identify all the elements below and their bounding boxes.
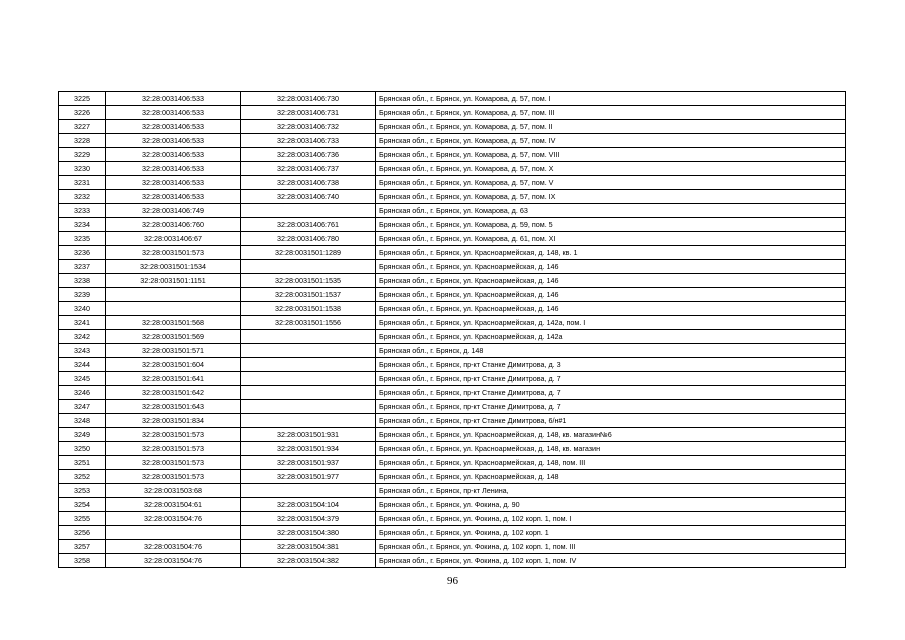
- table-row: [59, 386, 846, 400]
- cadastral-number-a-cell: 32:28:0031501:573: [106, 246, 241, 260]
- cadastral-number-b-cell: 32:28:0031501:977: [241, 470, 376, 484]
- row-number-cell: 3258: [59, 554, 106, 568]
- address-cell: Брянская обл., г. Брянск, д. 148: [376, 344, 846, 358]
- cadastral-number-b-cell: [241, 260, 376, 274]
- table-row: [59, 358, 846, 372]
- address-cell: Брянская обл., г. Брянск, пр-кт Станке Димитрова, 6/н#1: [376, 414, 846, 428]
- cadastral-number-b-cell: 32:28:0031406:740: [241, 190, 376, 204]
- cadastral-number-b-cell: [241, 386, 376, 400]
- cadastral-number-a-cell: 32:28:0031501:1151: [106, 274, 241, 288]
- row-number-cell: 3239: [59, 288, 106, 302]
- row-number-cell: 3252: [59, 470, 106, 484]
- cadastral-number-a-cell: 32:28:0031406:533: [106, 176, 241, 190]
- cadastral-number-b-cell: 32:28:0031504:380: [241, 526, 376, 540]
- registry-table: [58, 91, 846, 568]
- row-number-cell: 3231: [59, 176, 106, 190]
- address-cell: Брянская обл., г. Брянск, ул. Фокина, д. 102 корп. 1, пом. IV: [376, 554, 846, 568]
- row-number-cell: 3254: [59, 498, 106, 512]
- row-number-cell: 3230: [59, 162, 106, 176]
- row-number-cell: 3253: [59, 484, 106, 498]
- cadastral-number-a-cell: 32:28:0031406:533: [106, 134, 241, 148]
- cadastral-number-a-cell: 32:28:0031501:1534: [106, 260, 241, 274]
- cadastral-number-b-cell: 32:28:0031406:737: [241, 162, 376, 176]
- cadastral-number-b-cell: 32:28:0031406:731: [241, 106, 376, 120]
- address-cell: Брянская обл., г. Брянск, ул. Красноармейская, д. 146: [376, 302, 846, 316]
- cadastral-number-b-cell: 32:28:0031501:937: [241, 456, 376, 470]
- row-number-cell: 3243: [59, 344, 106, 358]
- row-number-cell: 3242: [59, 330, 106, 344]
- cadastral-number-a-cell: 32:28:0031504:76: [106, 512, 241, 526]
- table-row: [59, 344, 846, 358]
- registry-table-body: [59, 92, 846, 568]
- cadastral-number-b-cell: 32:28:0031504:104: [241, 498, 376, 512]
- table-row: [59, 414, 846, 428]
- cadastral-number-a-cell: 32:28:0031406:533: [106, 190, 241, 204]
- cadastral-number-a-cell: 32:28:0031501:604: [106, 358, 241, 372]
- cadastral-number-b-cell: 32:28:0031504:382: [241, 554, 376, 568]
- row-number-cell: 3234: [59, 218, 106, 232]
- row-number-cell: 3229: [59, 148, 106, 162]
- table-row: [59, 232, 846, 246]
- table-row: [59, 316, 846, 330]
- address-cell: Брянская обл., г. Брянск, ул. Комарова, д. 61, пом. XI: [376, 232, 846, 246]
- row-number-cell: 3238: [59, 274, 106, 288]
- row-number-cell: 3250: [59, 442, 106, 456]
- table-row: [59, 162, 846, 176]
- cadastral-number-a-cell: 32:28:0031501:641: [106, 372, 241, 386]
- table-row: [59, 470, 846, 484]
- row-number-cell: 3251: [59, 456, 106, 470]
- row-number-cell: 3225: [59, 92, 106, 106]
- row-number-cell: 3247: [59, 400, 106, 414]
- cadastral-number-b-cell: 32:28:0031406:733: [241, 134, 376, 148]
- cadastral-number-b-cell: [241, 330, 376, 344]
- cadastral-number-b-cell: [241, 484, 376, 498]
- cadastral-number-a-cell: 32:28:0031504:76: [106, 554, 241, 568]
- table-row: [59, 148, 846, 162]
- page-number: 96: [447, 575, 458, 587]
- row-number-cell: 3228: [59, 134, 106, 148]
- address-cell: Брянская обл., г. Брянск, ул. Фокина, д. 102 корп. 1: [376, 526, 846, 540]
- address-cell: Брянская обл., г. Брянск, ул. Красноармейская, д. 148, кв. магазин: [376, 442, 846, 456]
- address-cell: Брянская обл., г. Брянск, пр-кт Станке Димитрова, д. 7: [376, 400, 846, 414]
- table-row: [59, 92, 846, 106]
- cadastral-number-b-cell: [241, 414, 376, 428]
- row-number-cell: 3241: [59, 316, 106, 330]
- table-row: [59, 302, 846, 316]
- cadastral-number-b-cell: 32:28:0031406:761: [241, 218, 376, 232]
- address-cell: Брянская обл., г. Брянск, ул. Красноармейская, д. 148: [376, 470, 846, 484]
- address-cell: Брянская обл., г. Брянск, ул. Красноармейская, д. 146: [376, 288, 846, 302]
- table-row: [59, 330, 846, 344]
- cadastral-number-a-cell: 32:28:0031501:573: [106, 442, 241, 456]
- address-cell: Брянская обл., г. Брянск, пр-кт Станке Димитрова, д. 7: [376, 386, 846, 400]
- cadastral-number-b-cell: 32:28:0031501:1289: [241, 246, 376, 260]
- cadastral-number-a-cell: 32:28:0031501:573: [106, 428, 241, 442]
- table-row: [59, 218, 846, 232]
- row-number-cell: 3248: [59, 414, 106, 428]
- row-number-cell: 3255: [59, 512, 106, 526]
- table-row: [59, 246, 846, 260]
- address-cell: Брянская обл., г. Брянск, ул. Фокина, д. 90: [376, 498, 846, 512]
- cadastral-number-b-cell: 32:28:0031501:934: [241, 442, 376, 456]
- cadastral-number-a-cell: 32:28:0031406:533: [106, 162, 241, 176]
- cadastral-number-a-cell: 32:28:0031501:834: [106, 414, 241, 428]
- row-number-cell: 3233: [59, 204, 106, 218]
- cadastral-number-a-cell: 32:28:0031406:749: [106, 204, 241, 218]
- table-row: [59, 498, 846, 512]
- address-cell: Брянская обл., г. Брянск, ул. Комарова, д. 57, пом. VIII: [376, 148, 846, 162]
- table-row: [59, 260, 846, 274]
- cadastral-number-a-cell: 32:28:0031406:67: [106, 232, 241, 246]
- cadastral-number-b-cell: 32:28:0031501:1556: [241, 316, 376, 330]
- row-number-cell: 3246: [59, 386, 106, 400]
- row-number-cell: 3236: [59, 246, 106, 260]
- cadastral-number-b-cell: [241, 344, 376, 358]
- address-cell: Брянская обл., г. Брянск, пр-кт Станке Димитрова, д. 3: [376, 358, 846, 372]
- address-cell: Брянская обл., г. Брянск, ул. Комарова, д. 57, пом. V: [376, 176, 846, 190]
- table-row: [59, 456, 846, 470]
- row-number-cell: 3249: [59, 428, 106, 442]
- cadastral-number-a-cell: 32:28:0031406:533: [106, 120, 241, 134]
- address-cell: Брянская обл., г. Брянск, ул. Фокина, д. 102 корп. 1, пом. III: [376, 540, 846, 554]
- cadastral-number-b-cell: 32:28:0031501:1537: [241, 288, 376, 302]
- address-cell: Брянская обл., г. Брянск, ул. Комарова, д. 57, пом. III: [376, 106, 846, 120]
- row-number-cell: 3257: [59, 540, 106, 554]
- cadastral-number-a-cell: 32:28:0031501:569: [106, 330, 241, 344]
- address-cell: Брянская обл., г. Брянск, ул. Красноармейская, д. 142а: [376, 330, 846, 344]
- cadastral-number-b-cell: [241, 204, 376, 218]
- cadastral-number-a-cell: 32:28:0031406:533: [106, 148, 241, 162]
- table-row: [59, 106, 846, 120]
- address-cell: Брянская обл., г. Брянск, ул. Красноармейская, д. 142а, пом. I: [376, 316, 846, 330]
- table-row: [59, 372, 846, 386]
- cadastral-number-b-cell: 32:28:0031501:1538: [241, 302, 376, 316]
- row-number-cell: 3240: [59, 302, 106, 316]
- address-cell: Брянская обл., г. Брянск, ул. Красноармейская, д. 146: [376, 274, 846, 288]
- table-row: [59, 554, 846, 568]
- cadastral-number-b-cell: 32:28:0031406:730: [241, 92, 376, 106]
- address-cell: Брянская обл., г. Брянск, пр-кт Ленина,: [376, 484, 846, 498]
- table-row: [59, 120, 846, 134]
- row-number-cell: 3235: [59, 232, 106, 246]
- address-cell: Брянская обл., г. Брянск, ул. Комарова, д. 57, пом. X: [376, 162, 846, 176]
- cadastral-number-a-cell: [106, 288, 241, 302]
- cadastral-number-b-cell: 32:28:0031406:736: [241, 148, 376, 162]
- cadastral-number-b-cell: 32:28:0031501:1535: [241, 274, 376, 288]
- cadastral-number-a-cell: 32:28:0031501:642: [106, 386, 241, 400]
- table-row: [59, 274, 846, 288]
- table-row: [59, 190, 846, 204]
- address-cell: Брянская обл., г. Брянск, ул. Красноармейская, д. 148, кв. 1: [376, 246, 846, 260]
- table-row: [59, 428, 846, 442]
- cadastral-number-a-cell: 32:28:0031501:568: [106, 316, 241, 330]
- cadastral-number-b-cell: [241, 400, 376, 414]
- address-cell: Брянская обл., г. Брянск, ул. Красноармейская, д. 148, кв. магазин№6: [376, 428, 846, 442]
- cadastral-number-a-cell: 32:28:0031503:68: [106, 484, 241, 498]
- address-cell: Брянская обл., г. Брянск, ул. Красноармейская, д. 146: [376, 260, 846, 274]
- address-cell: Брянская обл., г. Брянск, ул. Комарова, д. 59, пом. 5: [376, 218, 846, 232]
- row-number-cell: 3244: [59, 358, 106, 372]
- cadastral-number-a-cell: 32:28:0031504:76: [106, 540, 241, 554]
- cadastral-number-a-cell: [106, 526, 241, 540]
- cadastral-number-b-cell: 32:28:0031406:780: [241, 232, 376, 246]
- cadastral-number-b-cell: 32:28:0031501:931: [241, 428, 376, 442]
- cadastral-number-a-cell: 32:28:0031406:533: [106, 92, 241, 106]
- cadastral-number-a-cell: 32:28:0031501:571: [106, 344, 241, 358]
- table-row: [59, 176, 846, 190]
- address-cell: Брянская обл., г. Брянск, ул. Комарова, д. 63: [376, 204, 846, 218]
- row-number-cell: 3237: [59, 260, 106, 274]
- row-number-cell: 3232: [59, 190, 106, 204]
- table-row: [59, 204, 846, 218]
- address-cell: Брянская обл., г. Брянск, ул. Комарова, д. 57, пом. IX: [376, 190, 846, 204]
- cadastral-number-a-cell: 32:28:0031501:573: [106, 470, 241, 484]
- cadastral-number-a-cell: [106, 302, 241, 316]
- cadastral-number-b-cell: 32:28:0031406:732: [241, 120, 376, 134]
- cadastral-number-a-cell: 32:28:0031406:760: [106, 218, 241, 232]
- address-cell: Брянская обл., г. Брянск, ул. Комарова, д. 57, пом. IV: [376, 134, 846, 148]
- row-number-cell: 3226: [59, 106, 106, 120]
- address-cell: Брянская обл., г. Брянск, пр-кт Станке Димитрова, д. 7: [376, 372, 846, 386]
- table-row: [59, 512, 846, 526]
- row-number-cell: 3256: [59, 526, 106, 540]
- table-row: [59, 134, 846, 148]
- table-row: [59, 526, 846, 540]
- address-cell: Брянская обл., г. Брянск, ул. Комарова, д. 57, пом. I: [376, 92, 846, 106]
- cadastral-number-b-cell: [241, 358, 376, 372]
- cadastral-number-b-cell: 32:28:0031504:379: [241, 512, 376, 526]
- cadastral-number-a-cell: 32:28:0031501:643: [106, 400, 241, 414]
- cadastral-number-a-cell: 32:28:0031406:533: [106, 106, 241, 120]
- address-cell: Брянская обл., г. Брянск, ул. Красноармейская, д. 148, пом. III: [376, 456, 846, 470]
- row-number-cell: 3227: [59, 120, 106, 134]
- row-number-cell: 3245: [59, 372, 106, 386]
- address-cell: Брянская обл., г. Брянск, ул. Фокина, д. 102 корп. 1, пом. I: [376, 512, 846, 526]
- table-row: [59, 442, 846, 456]
- cadastral-number-b-cell: 32:28:0031406:738: [241, 176, 376, 190]
- cadastral-number-b-cell: 32:28:0031504:381: [241, 540, 376, 554]
- table-row: [59, 288, 846, 302]
- cadastral-number-a-cell: 32:28:0031501:573: [106, 456, 241, 470]
- table-row: [59, 540, 846, 554]
- address-cell: Брянская обл., г. Брянск, ул. Комарова, д. 57, пом. II: [376, 120, 846, 134]
- cadastral-number-b-cell: [241, 372, 376, 386]
- table-row: [59, 484, 846, 498]
- table-row: [59, 400, 846, 414]
- cadastral-number-a-cell: 32:28:0031504:61: [106, 498, 241, 512]
